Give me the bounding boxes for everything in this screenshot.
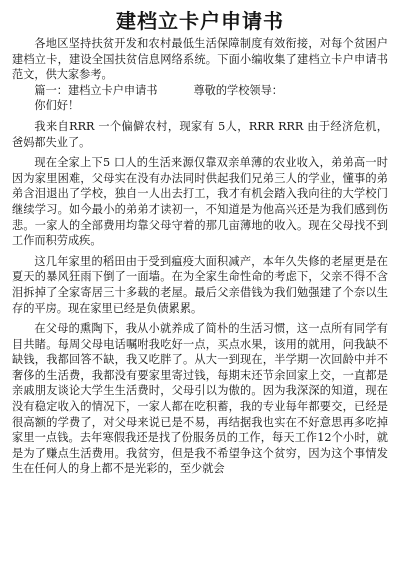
body-paragraph: 在父母的熏陶下，我从小就养成了简朴的生活习惯，这一点所有同学有目共睹。每周父母电话嘱咐我吃好一点，买点水果，该用的就用，问我缺不缺钱，我都回答不缺，我又吃胖了。从大一到现在，半学期一次回龄中并不奢侈的生活费，我都没有要家里寄过钱，每期末还节余回家上交，一直都是亲戚朋友谈论大学生生活费时，父母引以为傲的。因为我深深的知道，现在没有稳定收入的情况下，一家人都在吃积蓄，我的专业每年都要交，已经是很高额的学费了，对父母来说已是不易，再结据我也实在不好意思再多吃掉家里一点钱。去年寒假我还是找了份服务员的工作，每天工作12个小时，就是为了赚点生活费用。我贫穷，但是我不希望争这个贫穷，因为这个事情发生在任何人的身上都不是光彩的，至少就会 bbox=[12, 322, 388, 476]
document-title: 建档立卡户申请书 bbox=[116, 9, 284, 33]
intro-paragraph: 各地区坚持扶贫开发和农村最低生活保障制度有效衔接，对每个贫困户建档立卡，建设全国扶贫信息网络系统。下面小编收集了建档立卡户申请书范文，供大家参考。 bbox=[12, 37, 388, 82]
addressee: 尊敬的学校领导： bbox=[193, 83, 283, 97]
body-paragraph: 这几年家里的稻田由于受到瘟疫大面积减产，本年久失修的老屋更是在夏天的暴风狂雨下倒了一面墙。在为全家生命性命的考虑下，父亲不得不含泪拆掉了全家寄居三十多载的老屋。最后父亲借钱为我们勉强建了个奈以生存的平房。现在家里已经是负债累累。 bbox=[12, 254, 388, 315]
greeting: 你们好！ bbox=[34, 99, 80, 113]
section-heading-row bbox=[12, 83, 388, 99]
section-heading: 篇一：建档立卡户申请书 bbox=[34, 83, 158, 97]
body-paragraph: 现在全家上下5 口人的生活来源仅靠双亲单薄的农业收入，弟弟高一时因为家里困难，父母实在没有办法同时供起我们兄弟三人的学业，懂事的弟弟含泪退出了学校，独自一人出去打工，我才有机会踏入我向往的大学校门继续学习。如今最小的弟弟才读初一，不知道是为他高兴还是为我们感到伤悲。一家人的全部费用均靠父母守着的那几亩薄地的收入。现在父母找不到工作而积劳成疾。 bbox=[12, 156, 388, 248]
body-paragraph: 我来自RRR 一个偏僻农村，现家有 5人，RRR RRR 由于经济危机，爸妈都失业了。 bbox=[12, 119, 388, 149]
